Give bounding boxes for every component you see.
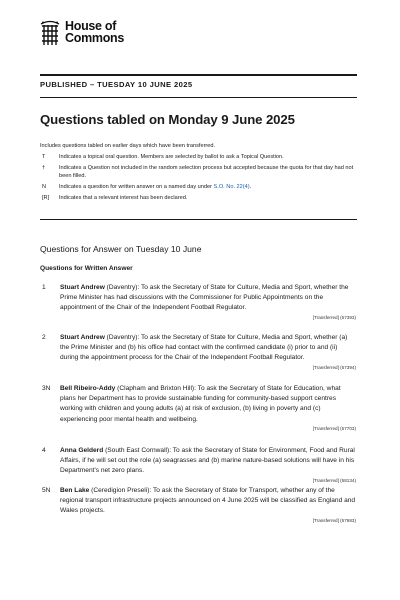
question-text: To ask the Secretary of State for Culture, Media and Sport, whether the Prime Minister has had discussions with the Commissioner for Public Appointments on the appointment of the Chair of the Independent Football Regulator. [60, 284, 349, 312]
section-rule [40, 219, 357, 220]
question-reference: [Transferred] (57703) [312, 425, 356, 431]
legend-symbol: T [42, 154, 46, 160]
top-rule [40, 74, 357, 76]
question-number: 4 [42, 447, 46, 454]
question-item [40, 486, 360, 526]
logo-line-1: House of [65, 19, 117, 33]
legend-text: Indicates a Question not included in the random selection process but accepted because the quota for that day had not been filled. [59, 165, 354, 179]
constituency: (Daventry): [104, 334, 141, 341]
question-item [40, 384, 360, 434]
legend-row-topical [40, 154, 360, 162]
question-item [40, 283, 360, 323]
legend-row-interest [40, 195, 360, 203]
standing-order-link[interactable]: S.O. No. 22(4) [213, 183, 250, 190]
legend-row-quota [40, 165, 360, 180]
legend-symbol: N [42, 183, 47, 190]
legend-symbol: † [42, 165, 46, 172]
question-text: To ask the Secretary of State for Environment, Food and Rural Affairs, if he will set out the role (a) seagrasses and (b) marine nature-based solutions will have in his Department's net zero plans. [60, 447, 355, 475]
legend-symbol: [R] [42, 194, 50, 201]
constituency: (South East Cornwall): [103, 447, 173, 454]
member-name: Stuart Andrew [60, 284, 105, 291]
question-text: To ask the Secretary of State for Education, what plans her Department has to provide sustainable funding for community-based support centres working with children and young adults (a) at risk of exclusion, (b) living in poverty and (c) experiencing poor mental health and wellbeing. [60, 385, 341, 423]
section-title: Questions for Answer on Tuesday 10 June [40, 244, 202, 254]
header-rule [40, 97, 357, 98]
constituency: (Ceredigion Preseli): [89, 487, 153, 494]
question-reference: [Transferred] (57683) [312, 517, 356, 523]
legend-text-end: . [249, 183, 252, 190]
question-number: 2 [42, 334, 46, 341]
constituency: (Daventry): [104, 284, 141, 291]
question-text: To ask the Secretary of State for Culture, Media and Sport, whether (a) the Prime Minister and (b) his office had contact with the confirmed candidate (i) prior to and (ii) during the appointment process for the Chair of the Independent Football Regulator. [60, 334, 348, 362]
constituency: (Clapham and Brixton Hill): [115, 385, 198, 392]
logo-line-2: Commons [65, 31, 125, 45]
subsection-title: Questions for Written Answer [40, 265, 133, 272]
member-name: Stuart Andrew [60, 334, 105, 341]
page-title: Questions tabled on Monday 9 June 2025 [40, 112, 295, 127]
question-number: 3N [42, 385, 51, 392]
intro-text: Includes questions tabled on earlier days which have been transferred. [40, 143, 216, 149]
question-number: 1 [42, 284, 46, 291]
member-name: Ben Lake [60, 487, 90, 494]
published-date: PUBLISHED – TUESDAY 10 JUNE 2025 [40, 80, 193, 89]
question-text: To ask the Secretary of State for Transport, whether any of the regional transport infrastructure projects announced on 4 June 2025 will be classified as England and Wales projects. [60, 487, 356, 515]
question-reference: [Transferred] (57394) [312, 364, 356, 370]
legend-text: Indicates a topical oral question. Members are selected by ballot to ask a Topical Question. [59, 154, 284, 160]
symbol-legend [40, 154, 360, 206]
question-reference: [Transferred] (57393) [312, 314, 356, 320]
question-item [40, 333, 360, 373]
member-name: Bell Ribeiro-Addy [60, 385, 116, 392]
legend-text: Indicates that a relevant interest has been declared. [59, 194, 188, 201]
question-item [40, 446, 360, 486]
portcullis-icon [40, 20, 60, 46]
question-number: 5N [42, 487, 51, 494]
member-name: Anna Gelderd [60, 447, 104, 454]
house-of-commons-logo [40, 20, 124, 46]
legend-row-named-day [40, 184, 360, 192]
question-reference: [Transferred] (58134) [312, 477, 356, 483]
legend-text: Indicates a question for written answer on a named day under [59, 183, 214, 190]
